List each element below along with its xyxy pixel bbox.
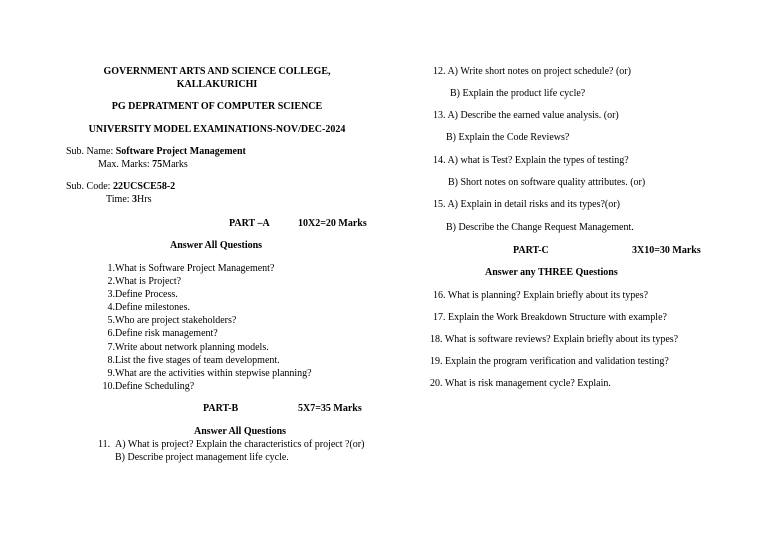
question-12-a: 12. A) Write short notes on project schedule? (or) — [433, 66, 631, 77]
time-suffix: Hrs — [137, 194, 152, 205]
list-item: 8. List the five stages of team development. — [107, 355, 280, 366]
part-c-instruction: Answer any THREE Questions — [485, 267, 618, 278]
part-a-marks: 10X2=20 Marks — [298, 218, 367, 229]
time-label: Time: — [106, 194, 133, 205]
question-15-b: B) Describe the Change Request Management. — [446, 222, 634, 233]
list-item: 9. What are the activities within stepwise planning? — [107, 368, 312, 379]
department-title: PG DEPRATMENT OF COMPUTER SCIENCE — [111, 101, 323, 112]
list-item: 5. Who are project stakeholders? — [107, 315, 237, 326]
list-item: 2. What is Project? — [107, 276, 182, 287]
question-18: 18. What is software reviews? Explain briefly about its types? — [430, 334, 679, 345]
part-c-title: PART-C — [513, 245, 549, 256]
list-item: 7. Write about network planning models. — [107, 342, 269, 353]
list-item: 1. What is Software Project Management? — [107, 263, 275, 274]
question-15-a: 15. A) Explain in detail risks and its types?(or) — [433, 199, 620, 210]
subject-code-label: Sub. Code: — [66, 181, 113, 192]
subject-code — [66, 181, 175, 193]
part-a-instruction: Answer All Questions — [170, 240, 263, 251]
list-item: 6. Define risk management? — [107, 328, 218, 339]
part-b-instruction: Answer All Questions — [194, 426, 287, 437]
list-item: 10. Define Scheduling? — [102, 381, 195, 392]
part-b-title: PART-B — [203, 403, 239, 414]
college-name-line2: KALLAKURICHI — [176, 79, 258, 90]
subject-name-value: Software Project Management — [115, 146, 246, 157]
question-13-a: 13. A) Describe the earned value analysis. (or) — [433, 110, 619, 121]
question-11-number: 11. — [98, 439, 111, 450]
max-marks — [98, 159, 188, 171]
part-c-marks: 3X10=30 Marks — [632, 245, 701, 256]
max-marks-value: 75 — [152, 159, 163, 170]
question-16: 16. What is planning? Explain briefly about its types? — [433, 290, 649, 301]
max-marks-label: Max. Marks: — [98, 159, 153, 170]
exam-title: UNIVERSITY MODEL EXAMINATIONS-NOV/DEC-2024 — [88, 124, 346, 135]
max-marks-suffix: Marks — [162, 159, 188, 170]
question-12-b: B) Explain the product life cycle? — [450, 88, 586, 99]
part-b-marks: 5X7=35 Marks — [298, 403, 362, 414]
question-14-b: B) Short notes on software quality attributes. (or) — [448, 177, 646, 188]
subject-name-label: Sub. Name: — [66, 146, 116, 157]
list-item: 4. Define milestones. — [107, 302, 190, 313]
question-11-b: B) Describe project management life cycle. — [115, 452, 289, 463]
question-11-a: A) What is project? Explain the characteristics of project ?(or) — [115, 439, 365, 450]
college-name-line1: GOVERNMENT ARTS AND SCIENCE COLLEGE, — [103, 66, 331, 77]
question-17: 17. Explain the Work Breakdown Structure with example? — [433, 312, 667, 323]
question-20: 20. What is risk management cycle? Explain. — [430, 378, 611, 389]
time-value: 3 — [132, 194, 138, 205]
list-item: 3. Define Process. — [107, 289, 178, 300]
question-14-a: 14. A) what is Test? Explain the types of testing? — [433, 155, 629, 166]
question-19: 19. Explain the program verification and validation testing? — [430, 356, 669, 367]
exam-time — [106, 194, 151, 206]
question-13-b: B) Explain the Code Reviews? — [446, 132, 570, 143]
part-a-title: PART –A — [229, 218, 270, 229]
subject-code-value: 22UCSCE58-2 — [112, 181, 176, 192]
subject-name — [66, 146, 246, 158]
